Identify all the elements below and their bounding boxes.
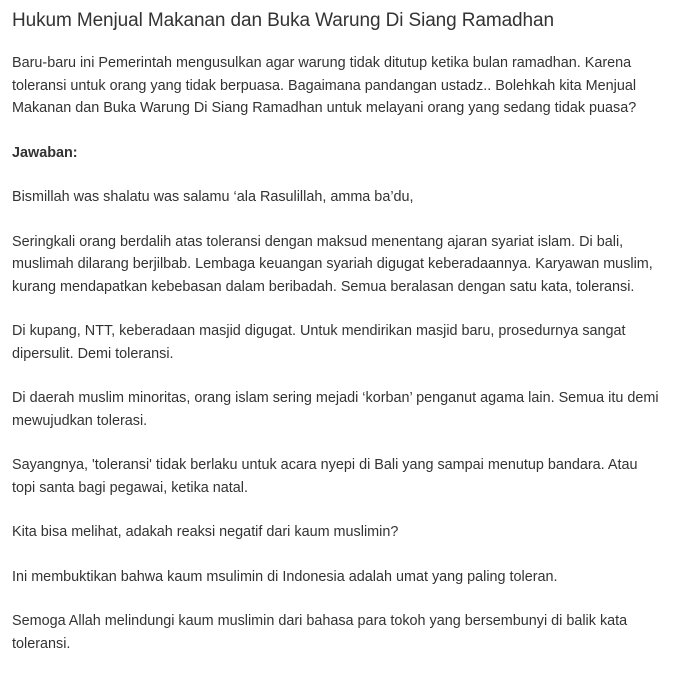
paragraph-kupang: Di kupang, NTT, keberadaan masjid digugat. Untuk mendirikan masjid baru, prosedurnya sangat dipersulit. Demi toleransi. <box>12 323 626 362</box>
paragraph-toleransi: Seringkali orang berdalih atas toleransi dengan maksud menentang ajaran syariat islam. Di bali, muslimah dilarang berjilbab. Lembaga keuangan syariah digugat keberadaannya. Karyawan muslim, kurang mendapatkan kebebasan dalam beribadah. Semua beralasan dengan satu kata, toleransi. <box>12 233 653 295</box>
answer-label: Jawaban: <box>12 144 78 161</box>
article-body <box>12 52 662 655</box>
paragraph-toleran: Ini membuktikan bahwa kaum msulimin di Indonesia adalah umat yang paling toleran. <box>12 568 558 585</box>
paragraph-reaksi: Kita bisa melihat, adakah reaksi negatif dari kaum muslimin? <box>12 524 399 540</box>
article-title: Hukum Menjual Makanan dan Buka Warung Di Siang Ramadhan <box>12 10 554 31</box>
paragraph-opening: Bismillah was shalatu was salamu ‘ala Rasulillah, amma ba’du, <box>12 189 414 205</box>
paragraph-minoritas: Di daerah muslim minoritas, orang islam sering mejadi ‘korban’ penganut agama lain. Semua itu demi mewujudkan tolerasi. <box>12 390 659 429</box>
paragraph-question: Baru-baru ini Pemerintah mengusulkan agar warung tidak ditutup ketika bulan ramadhan. Karena toleransi untuk orang yang tidak berpuasa. Bagaimana pandangan ustadz.. Bolehkah kita Menjual Makanan dan Buka Warung Di Siang Ramadhan untuk melayani orang yang sedang tidak puasa? <box>12 55 637 116</box>
paragraph-doa: Semoga Allah melindungi kaum muslimin dari bahasa para tokoh yang bersembunyi di balik kata toleransi. <box>12 613 628 652</box>
paragraph-nyepi: Sayangnya, 'toleransi' tidak berlaku untuk acara nyepi di Bali yang sampai menutup bandara. Atau topi santa bagi pegawai, ketika natal. <box>12 457 638 496</box>
